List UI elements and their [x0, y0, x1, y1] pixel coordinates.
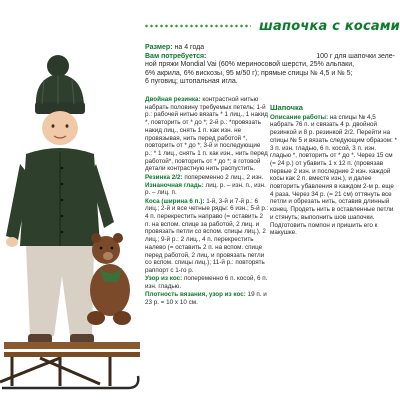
- stitch-paragraph: [145, 174, 269, 182]
- stitch-paragraph: [145, 198, 269, 275]
- article-title-bar: [138, 14, 400, 38]
- child-illustration: [0, 46, 140, 404]
- stitch-paragraph: [145, 275, 269, 290]
- stitch-key: Плотность вязания, узор из кос:: [145, 291, 246, 299]
- stitch-text: лиц. р. – изн. п., изн. р. – лиц. п.: [145, 181, 266, 197]
- stitch-key: Изнаночная гладь:: [145, 181, 204, 189]
- stitch-text: попеременно 6 п. косой, 6 п. изн. гладью.: [145, 275, 268, 290]
- stitch-text: 1-й, 3-й и 7-й р.: 6 лиц.; 2-й и все четные ряды: 6 изн.; 5-й р.: 4 п. перекрестить направо (= оставить 2 п. на вспом. спице за работой, 2 лиц. и провязать петли со вспом. спицы лиц.), 2 лиц.; 9-й р.: 2 лиц., 4 п. перекрестить налево (= оставить 2 п. на вспом. спице перед работой, 2 лиц. и провязать петли со вспом. спицы лиц.); 11-й р.: повторять раппорт с 1-го р.: [145, 197, 269, 274]
- instruction-key: Описание работы:: [270, 113, 329, 121]
- materials-label: Вам потребуется:: [145, 52, 207, 60]
- hat-instructions-column: [270, 104, 398, 237]
- stitch-text: попеременно 2 лиц., 2 изн.: [184, 173, 264, 181]
- stitch-key: Двойная резинка:: [145, 96, 201, 103]
- materials-line: 6 пуговиц; штопальная игла.: [145, 78, 238, 86]
- materials-amount: 100 г для шапочки зеле-: [316, 52, 395, 60]
- instruction-paragraph: [270, 114, 398, 237]
- stitch-text: 19 п. и 23 р. = 10 х 10 см.: [145, 291, 267, 306]
- stitch-key: Узор из кос:: [145, 275, 183, 283]
- materials-line: 6% акрила, 6% вискозы, 95 м/50 г); прямые спицы № 4,5 и № 5;: [145, 69, 353, 77]
- child-photo: [0, 46, 140, 404]
- stitch-paragraph: [145, 291, 269, 306]
- stitch-definitions-column: [145, 96, 269, 307]
- stitch-key: Резинка 2/2:: [145, 173, 183, 181]
- stitch-text: контрастной нитью набрать половину требуемых петель; 1-й р.: рабочей нитью вязать * 1 лиц., 1 накид *, повторить от * до *; 2-й р.: *провязать накид лиц., снять 1 п. как изн. не провязывая, нить перед работой *, повторить от * до *; 3-й и последующие р.: * 1 лиц., снять 1 п. как изн., нить перед работой*, повторить от * до *; в готовой детали контрастную нить распустить.: [145, 96, 268, 173]
- section-heading: Шапочка: [270, 103, 303, 112]
- size-row: [145, 44, 395, 53]
- instruction-text: на спицы № 4,5 набрать 76 п. и связать 4 р. двойной резинкой и 8 р. резинкой 2/2. Перейти на спицы № 5 и вязать следующим образом: * 3 п. изн. гладью, 6 п. косой, 3 п. изн. гладью *, повторить от * до *. Через 15 см (= 24 р.) от убавить 1 х 12 п. (провязав первые 2 изн. и последние 2 изн. каждой косы как 2 п. вместе изн.), и далее повторить убавления в каждом 2-м р. еще 4 раза. Через 34 р. (= 21 см) оттянуть все петли и обрезать нить, оставив длинный конец. Продеть нить в оставленные петли и стянуть; выполнить шов шапочки. Подготовить помпон и пришить его к макушке.: [270, 113, 397, 237]
- article-title: шапочка с косами: [259, 18, 400, 34]
- materials-block: [145, 44, 395, 87]
- title-dots-decoration: [144, 23, 251, 29]
- size-label: Размер:: [145, 44, 173, 51]
- stitch-paragraph: [145, 182, 269, 197]
- size-value: на 4 года: [174, 44, 205, 51]
- stitch-paragraph: [145, 96, 269, 173]
- stitch-key: Коса (ширина 6 п.):: [145, 197, 205, 205]
- materials-line: ной пряжи Mondial Vai (60% мериносовой шерсти, 25% альпаки,: [145, 61, 355, 69]
- materials-row: [145, 53, 395, 62]
